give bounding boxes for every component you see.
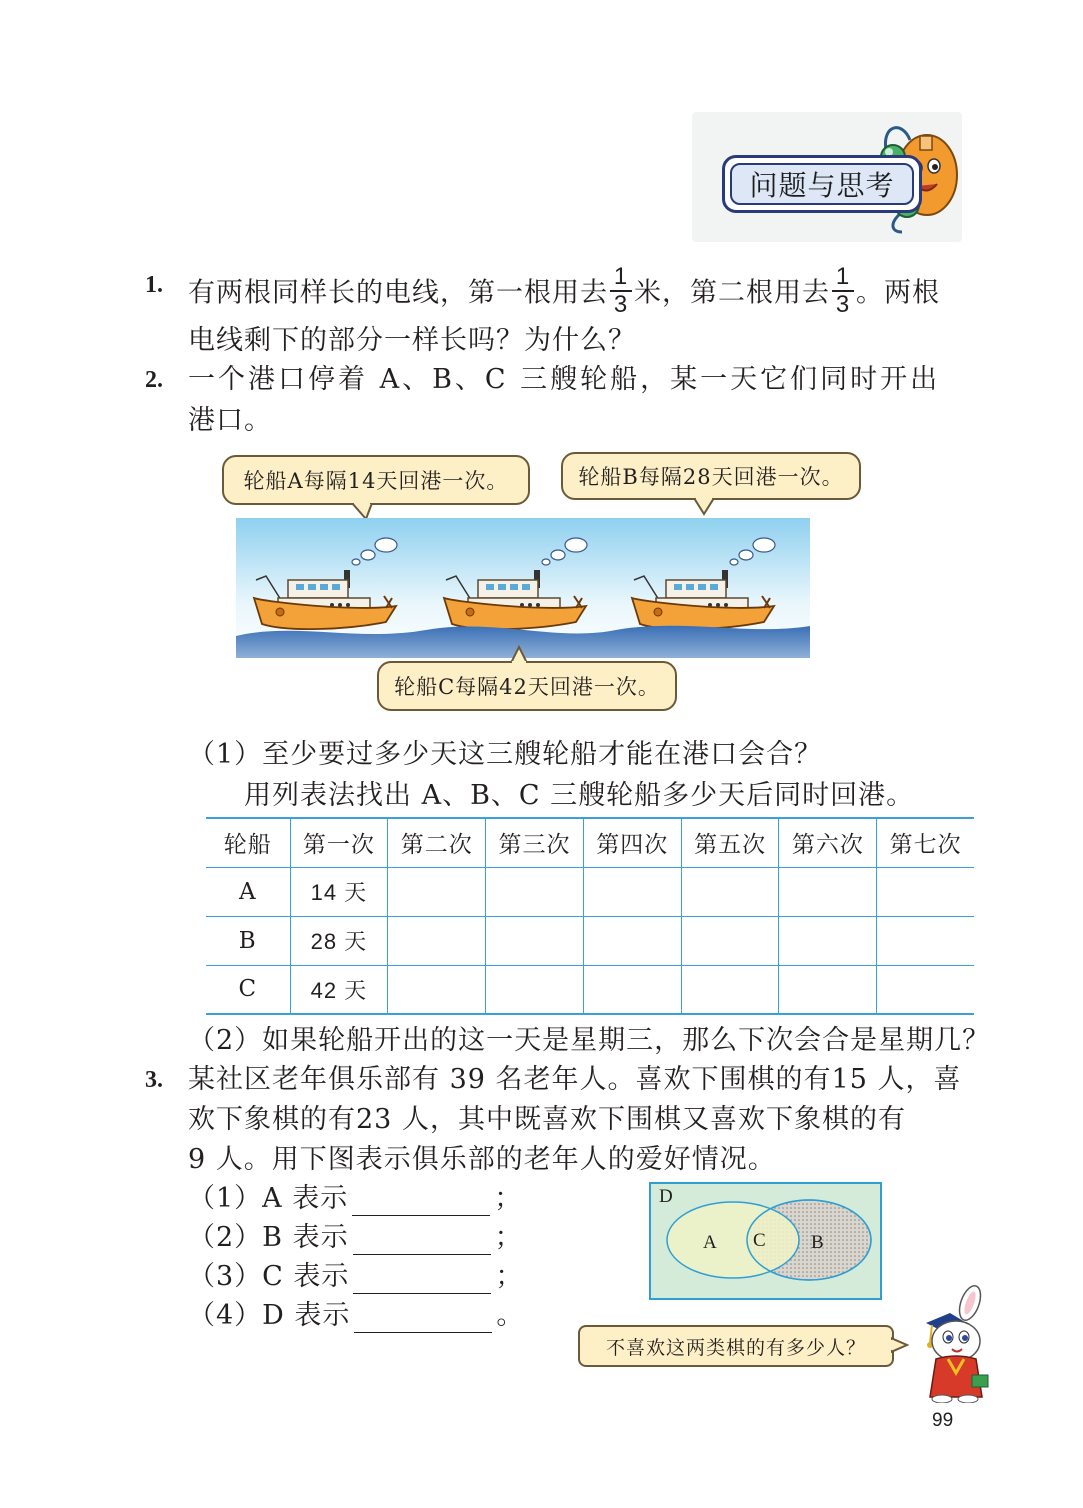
answer-cell[interactable] (388, 867, 486, 916)
section-title: 问题与思考 (730, 163, 914, 205)
bubble-tail-icon (694, 498, 718, 516)
answer-cell[interactable] (877, 867, 974, 916)
table-header-cell: 第七次 (877, 818, 974, 867)
subquestion-2: （2）如果轮船开出的这一天是星期三，那么下次会合是星期几？ (188, 1025, 991, 1056)
speech-bubble-ship-b: 轮船B每隔28天回港一次。 (561, 452, 861, 500)
answer-cell[interactable] (583, 867, 681, 916)
rabbit-mascot-icon (912, 1285, 998, 1403)
answer-cell[interactable] (486, 867, 584, 916)
first-return-cell: 28 天 (290, 916, 388, 965)
fill-item-label: （4）D 表示 (188, 1300, 351, 1331)
ship-label-cell: A (206, 867, 290, 916)
question-2-line-2: 港口。 (188, 405, 272, 436)
subquestion-1-line-2: 用列表法找出 A、B、C 三艘轮船多少天后同时回港。 (244, 780, 915, 811)
answer-blank[interactable] (353, 1229, 491, 1255)
answer-blank[interactable] (354, 1307, 492, 1333)
fill-item-end: ； (494, 1222, 523, 1253)
fill-item-label: （1）A 表示 (188, 1183, 349, 1214)
fraction-one-third (832, 265, 854, 317)
answer-cell[interactable] (388, 916, 486, 965)
fraction-one-third (610, 265, 632, 317)
fill-item-end: ； (494, 1183, 523, 1214)
venn-label-d: D (659, 1186, 673, 1207)
answer-cell[interactable] (779, 916, 877, 965)
first-return-cell: 42 天 (290, 965, 388, 1014)
fill-item-label: （2）B 表示 (188, 1222, 349, 1253)
table-header-cell: 轮船 (206, 818, 290, 867)
answer-cell[interactable] (583, 916, 681, 965)
ship-label-cell: C (206, 965, 290, 1014)
page-number: 99 (932, 1410, 954, 1431)
answer-cell[interactable] (779, 965, 877, 1014)
table-row (206, 916, 974, 965)
q1-text-c: 。两根 (856, 277, 940, 309)
question-3-number: 3. (145, 1067, 163, 1093)
question-3-line-3: 9 人。用下图表示俱乐部的老年人的爱好情况。 (188, 1144, 776, 1175)
question-2-line-1: 一个港口停着 A、B、C 三艘轮船，某一天它们同时开出 (188, 364, 941, 395)
answer-cell[interactable] (681, 965, 779, 1014)
venn-label-b: B (811, 1232, 824, 1253)
fraction-numerator: 1 (832, 265, 854, 292)
answer-cell[interactable] (681, 867, 779, 916)
question-3-line-2: 欢下象棋的有23 人，其中既喜欢下围棋又喜欢下象棋的有 (188, 1104, 906, 1135)
question-3-line-1: 某社区老年俱乐部有 39 名老年人。喜欢下围棋的有15 人，喜 (188, 1064, 962, 1095)
answer-cell[interactable] (681, 916, 779, 965)
fill-item (188, 1221, 523, 1255)
table-row (206, 867, 974, 916)
fill-item-label: （3）C 表示 (188, 1261, 350, 1292)
ship-return-table (206, 817, 974, 1015)
answer-cell[interactable] (877, 965, 974, 1014)
table-header-cell: 第二次 (388, 818, 486, 867)
fill-item (188, 1299, 524, 1333)
venn-diagram (649, 1182, 882, 1300)
venn-label-a: A (703, 1232, 717, 1253)
answer-cell[interactable] (779, 867, 877, 916)
table-header-row (206, 818, 974, 867)
ships-harbor-illustration (236, 518, 810, 658)
answer-cell[interactable] (388, 965, 486, 1014)
speech-bubble-ship-c: 轮船C每隔42天回港一次。 (377, 661, 677, 711)
speech-bubble-ship-a: 轮船A每隔14天回港一次。 (222, 455, 530, 505)
first-return-cell: 14 天 (290, 867, 388, 916)
answer-cell[interactable] (583, 965, 681, 1014)
q1-text-a: 有两根同样长的电线，第一根用去 (188, 277, 608, 309)
rabbit-speech-bubble: 不喜欢这两类棋的有多少人？ (578, 1325, 894, 1367)
table-header-cell: 第五次 (681, 818, 779, 867)
table-header-cell: 第四次 (583, 818, 681, 867)
answer-cell[interactable] (486, 916, 584, 965)
fraction-numerator: 1 (610, 265, 632, 292)
table-header-cell: 第一次 (290, 818, 388, 867)
ship-label-cell: B (206, 916, 290, 965)
bubble-tail-icon (891, 1336, 909, 1354)
fill-item-end: ； (495, 1261, 524, 1292)
section-title-box (722, 155, 922, 213)
table-header-cell: 第六次 (779, 818, 877, 867)
fraction-denominator: 3 (613, 291, 629, 318)
question-2-number: 2. (145, 367, 163, 393)
bubble-tail-icon (507, 645, 531, 663)
table-row (206, 965, 974, 1014)
answer-blank[interactable] (352, 1190, 490, 1216)
fill-item-end: 。 (496, 1300, 525, 1331)
fraction-denominator: 3 (835, 291, 851, 318)
table-header-cell: 第三次 (486, 818, 584, 867)
q1-text-b: 米，第二根用去 (634, 277, 830, 309)
fill-item (188, 1182, 522, 1216)
fill-item (188, 1260, 523, 1294)
venn-label-c: C (753, 1230, 766, 1251)
question-1-number: 1. (145, 272, 163, 298)
question-1-line-2: 电线剩下的部分一样长吗？为什么？ (188, 325, 636, 356)
answer-cell[interactable] (877, 916, 974, 965)
subquestion-1-line-1: （1）至少要过多少天这三艘轮船才能在港口会合？ (188, 739, 823, 770)
question-1-line-1 (188, 263, 940, 320)
venn-set-a (667, 1202, 799, 1278)
answer-cell[interactable] (486, 965, 584, 1014)
answer-blank[interactable] (353, 1268, 491, 1294)
